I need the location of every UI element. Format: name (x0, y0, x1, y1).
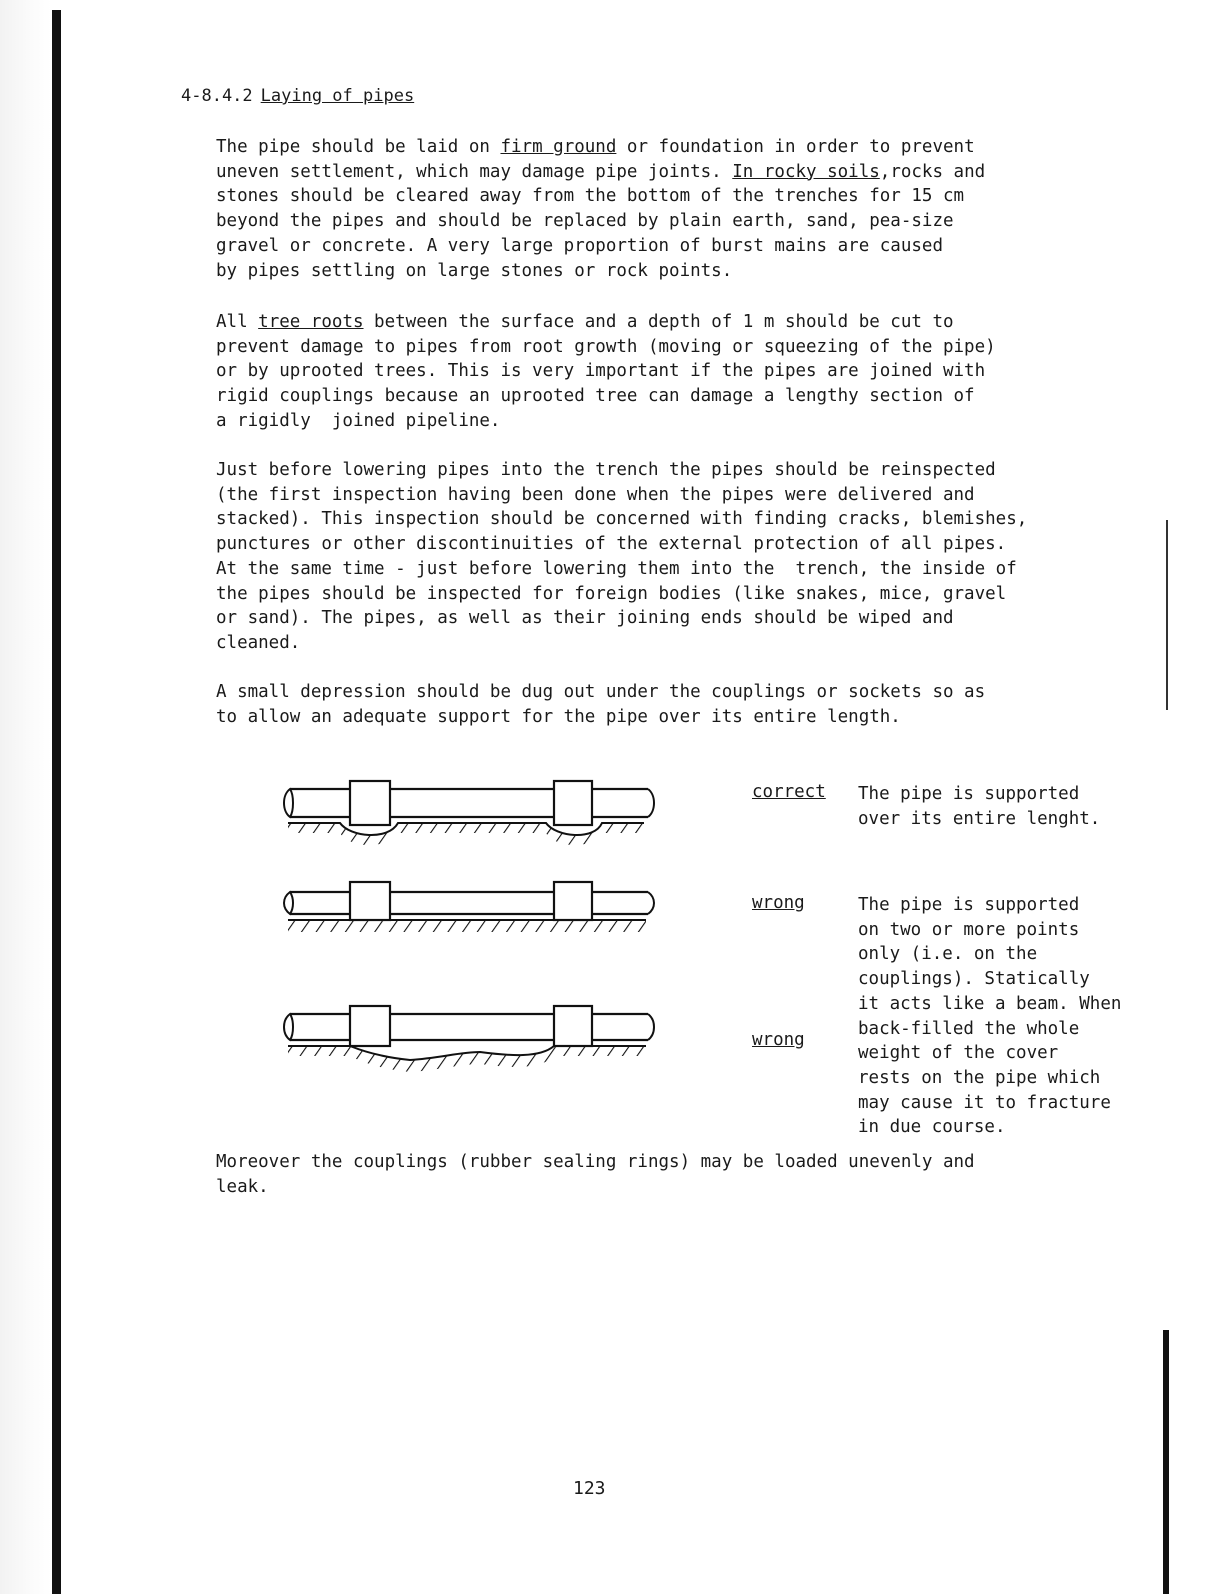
pipe-diagram-wrong-flat (280, 878, 660, 940)
page-number: 123 (573, 1478, 606, 1499)
scan-right-mark (1166, 520, 1168, 710)
scan-right-border (1163, 1330, 1169, 1594)
paragraph-tree-roots: All tree roots between the surface and a depth of 1 m should be cut to prevent damage to pipes from root growth (moving or squeezing of the pipe) or by uprooted trees. This is very important if the pipes are joined with rigid couplings because an uprooted tree can damage a lengthy section of a rigidly joined pipeline. (216, 312, 996, 431)
label-wrong-2: wrong (752, 1030, 805, 1050)
pipe-diagram-wrong-uneven (280, 1000, 660, 1075)
label-wrong-1: wrong (752, 893, 805, 913)
term-rocky-soils: In rocky soils (732, 161, 880, 182)
section-number: 4-8.4.2 (181, 86, 253, 106)
section-title: Laying of pipes (260, 86, 415, 106)
scan-left-border (52, 10, 61, 1594)
term-firm-ground: firm ground (500, 137, 617, 157)
desc-wrong: The pipe is supported on two or more points only (i.e. on the couplings). Statically it acts like a beam. When back-filled the whole weight of the cover rests on the pipe which may cause it to fracture in due course. (858, 895, 1122, 1138)
paragraph-inspection: Just before lowering pipes into the trench the pipes should be reinspected (the first inspection having been done when the pipes were delivered and stacked). This inspection should be concerned with finding cracks, blemishes, punctures or other discontinuities of the external protection of all pipes. At the same time - just before lowering them into the trench, the inside of the pipes should be inspected for foreign bodies (like snakes, mice, gravel or sand). The pipes, as well as their joining ends should be wiped and cleaned. (216, 460, 1028, 653)
paragraph-depression: A small depression should be dug out under the couplings or sockets so as to allow an adequate support for the pipe over its entire length. (216, 682, 986, 727)
label-correct: correct (752, 782, 826, 802)
paragraph-moreover: Moreover the couplings (rubber sealing rings) may be loaded unevenly and leak. (216, 1152, 975, 1197)
paragraph-firm-ground: The pipe should be laid on firm ground or foundation in order to prevent uneven settlement, which may damage pipe joints. In rocky soils,rocks and stones should be cleared away from the bottom of the trenches for 15 cm beyond the pipes and should be replaced by plain earth, sand, pea-size gravel or concrete. A very large proportion of burst mains are caused by pipes settling on large stones or rock points. (216, 137, 986, 281)
pipe-diagram-correct (280, 775, 660, 850)
term-tree-roots: tree roots (258, 312, 364, 332)
desc-correct: The pipe is supported over its entire lenght. (858, 784, 1101, 829)
scan-margin-shade (0, 0, 52, 1594)
section-heading (181, 86, 414, 106)
